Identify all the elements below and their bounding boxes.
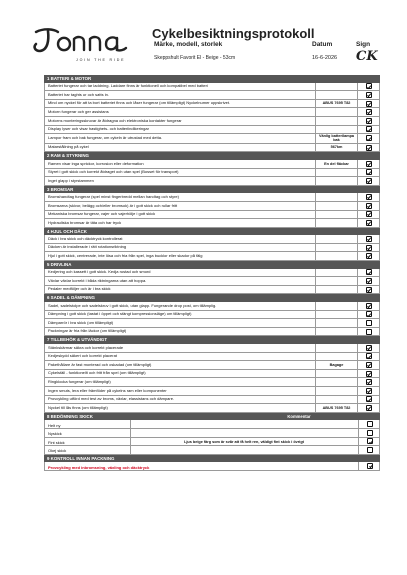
checklist-row	[44, 160, 380, 169]
checklist-item-text: Kedjeskydd säkert och korrekt placerat	[48, 354, 117, 359]
checkbox-cell	[357, 144, 379, 152]
checkbox-cell	[357, 193, 379, 201]
checkbox-cell	[357, 361, 379, 369]
checkbox-cell	[357, 396, 379, 404]
checklist-item-note	[315, 378, 357, 386]
checklist-item-text: Provcykling utförd med test av broms, växlar, elassistans och dämpare.	[48, 397, 175, 402]
checklist-item-text: Ramen visar inga sprickor, korrosion eller deformation	[48, 161, 144, 166]
checkbox[interactable]	[366, 345, 372, 351]
checklist-item-note: 567km	[315, 144, 357, 152]
checkbox-cell	[357, 277, 379, 285]
checklist-item-note	[315, 108, 357, 116]
checkbox[interactable]	[366, 245, 372, 251]
checklist-item-note	[315, 277, 357, 285]
checklist-row	[44, 169, 380, 178]
checklist-item-text: Display lyser och visar hastighets- och batteriindikeringar	[48, 127, 149, 132]
checklist-row	[44, 211, 380, 220]
checklist-item-text: Nyckel till lås finns (om tillämpligt)	[48, 405, 108, 410]
checklist-item-text: Motorns monteringsskruvar är åtdragna och elektroniska kontakter fungerar	[48, 118, 182, 123]
checklist-item-note	[315, 396, 357, 404]
signature: CK	[356, 49, 378, 64]
section-header: 6 SADEL & DÄMPNING	[44, 294, 380, 302]
checklist-row	[44, 396, 380, 405]
checklist-item-note	[315, 319, 357, 327]
section-header: 5 DRIVLINA	[44, 261, 380, 269]
checklist-item-text: Stänkskärmar säkra och korrekt placerade	[48, 345, 124, 350]
checklist-item-text: Packningar är fria från läckor (om tillämpligt)	[48, 329, 127, 334]
checklist-item-note	[315, 219, 357, 227]
checklist-item-note	[315, 117, 357, 125]
checklist-item-text: Bromshandtag fungerar (spel minst fingerbredd mellan handtag och styre)	[48, 194, 179, 199]
checklist-item-note: Bagage	[315, 361, 357, 369]
checkbox-cell	[357, 117, 379, 125]
checklist-row	[44, 404, 380, 413]
checklist-row	[44, 134, 380, 144]
checklist-row	[44, 100, 380, 109]
checklist-item-note	[315, 252, 357, 260]
checklist-item-text: Dämparrör i bra skick (om tillämpligt)	[48, 320, 114, 325]
checkbox[interactable]	[366, 169, 372, 175]
checklist-item-note	[315, 193, 357, 201]
checklist-item-text: Växlar växlar korrekt i båda riktningarna utan att hoppa.	[48, 278, 147, 283]
checklist-row	[44, 252, 380, 261]
inspection-checklist	[44, 75, 380, 471]
checkbox[interactable]	[366, 362, 372, 368]
checkbox-cell	[358, 429, 381, 437]
grading-option-label: Okej skick	[48, 448, 67, 454]
checkbox[interactable]	[366, 203, 372, 209]
checklist-item-note	[315, 169, 357, 177]
checkbox-cell	[357, 252, 379, 260]
checklist-row	[44, 108, 380, 117]
bike-spec-label: Märke, modell, storlek	[154, 41, 223, 48]
checkbox-cell	[357, 160, 379, 168]
checkbox[interactable]	[366, 236, 372, 242]
grading-row	[44, 438, 380, 447]
checklist-item-note	[315, 302, 357, 310]
section-title: 8 BEDÖMNING SKICK	[47, 413, 93, 419]
checklist-item-text: Bromsarna (skivor, belägg och/eller bromsok) är i gott skick och rullar fritt	[48, 203, 178, 208]
checklist-item-text: Hydrauliska bromsar är täta och har tryck	[48, 220, 122, 225]
section-header: 1 BATTERI & MOTOR	[44, 75, 380, 83]
checklist-row	[44, 83, 380, 92]
checklist-row	[44, 269, 380, 278]
section-header: 3 BROMSAR	[44, 186, 380, 194]
packing-row	[44, 462, 380, 471]
checklist-row	[44, 219, 380, 228]
checklist-row	[44, 344, 380, 353]
checklist-row	[44, 91, 380, 100]
checklist-row	[44, 286, 380, 295]
checkbox-cell	[357, 244, 379, 252]
checklist-item-note	[315, 211, 357, 219]
checkbox[interactable]	[366, 161, 372, 167]
checkbox-cell	[357, 370, 379, 378]
checkbox[interactable]	[366, 109, 372, 115]
column-divider	[130, 420, 131, 428]
grading-row	[44, 446, 380, 455]
checkbox[interactable]	[366, 278, 372, 284]
document-header	[0, 0, 407, 70]
checklist-item-note	[315, 177, 357, 185]
checkbox-cell	[357, 219, 379, 227]
column-divider	[130, 429, 131, 437]
checklist-item-note	[315, 244, 357, 252]
checklist-item-text: Matarstållning på cykel	[48, 145, 89, 150]
checklist-item-text: Motorn fungerar och ger assistans	[48, 109, 109, 114]
checkbox-cell	[357, 202, 379, 210]
checkbox[interactable]	[366, 83, 372, 89]
checkbox[interactable]	[366, 135, 372, 141]
checklist-item-text: Pakethållare är fast monterad och oskadad (om tillämpligt)	[48, 362, 152, 367]
checklist-item-text: Dämpning i gott skick (tastat i öppet och stängt kompressionsläge) om tillämpligt)	[48, 312, 192, 317]
checkbox[interactable]	[366, 101, 372, 107]
checkbox[interactable]	[366, 320, 372, 326]
checkbox-cell	[357, 169, 379, 177]
checklist-row	[44, 244, 380, 253]
section-header: 2 RAM & STYRNING	[44, 152, 380, 160]
checkbox-cell	[357, 344, 379, 352]
checkbox-cell	[357, 404, 379, 412]
checkbox[interactable]	[366, 353, 372, 359]
checkbox[interactable]	[366, 145, 372, 151]
date-label: Datum	[312, 41, 333, 48]
checkbox-cell	[357, 387, 379, 395]
grading-option-label: Helt ny	[48, 422, 61, 428]
checklist-row	[44, 202, 380, 211]
checkbox-cell	[357, 378, 379, 386]
checklist-item-text: Mind om nyckel för att ta bort batteriet finns och låser fungerar (om tillämpligt) Nyckelnumer uppskrivet.	[48, 101, 231, 106]
checklist-item-note	[315, 387, 357, 395]
grading-row	[44, 420, 380, 429]
comment-header: Kommentar	[287, 413, 311, 419]
column-divider	[130, 438, 131, 446]
checkbox[interactable]	[366, 118, 372, 124]
checklist-row	[44, 387, 380, 396]
checkbox-cell	[357, 126, 379, 134]
logo-wordmark-icon	[30, 24, 140, 58]
checkbox[interactable]	[366, 269, 372, 275]
checklist-row	[44, 361, 380, 370]
checkbox[interactable]	[366, 388, 372, 394]
checkbox[interactable]	[366, 303, 372, 309]
checkbox[interactable]	[366, 287, 372, 293]
checkbox[interactable]	[367, 421, 373, 427]
checklist-item-note: En del fläckar	[315, 160, 357, 168]
checklist-item-note	[315, 202, 357, 210]
checklist-item-note	[315, 91, 357, 99]
checklist-item-text: Mekaniska bromsar fungerar, vajer och vajerhölje i gott skick	[48, 212, 156, 217]
checkbox[interactable]	[366, 405, 372, 411]
checklist-item-note	[315, 344, 357, 352]
checkbox-cell	[357, 91, 379, 99]
checklist-item-note	[315, 83, 357, 91]
checkbox-cell	[358, 446, 381, 454]
checkbox-cell	[357, 134, 379, 143]
checklist-item-note	[315, 126, 357, 134]
checkbox-cell	[358, 420, 381, 428]
section-header: 9 KONTROLL INNAN PACKNING	[44, 455, 380, 463]
document-title: Cykelbesiktningsprotokoll	[152, 26, 315, 41]
checkbox[interactable]	[366, 371, 372, 377]
checkbox-cell	[357, 100, 379, 108]
checklist-item-text: Cykelställ - funktionellt och fritt från spel (om tillämpligt)	[48, 371, 146, 376]
checkbox-cell	[357, 211, 379, 219]
checklist-row	[44, 370, 380, 379]
checklist-item-note	[315, 311, 357, 319]
checkbox[interactable]	[367, 463, 373, 469]
checkbox[interactable]	[366, 178, 372, 184]
checklist-row	[44, 193, 380, 202]
checkbox-cell	[357, 177, 379, 185]
grading-option-label: Nyskick	[48, 431, 62, 437]
checklist-item-text: Hjul i gott skick, centrerade, inte lösa och fria från spel, inga bucklor eller skador på fälg	[48, 254, 203, 259]
checkbox[interactable]	[366, 220, 372, 226]
grading-comment: Ljus beige färg som är svår att få helt ren, väldigt fint skick i övrigt	[184, 439, 304, 444]
checklist-item-text: Däck i bra skick och däcktryck kontrollerat	[48, 236, 123, 241]
bike-spec-value: Skeppshult Favorit El - Beige - 53cm	[154, 55, 236, 61]
checkbox-cell	[357, 328, 379, 336]
checklist-row	[44, 311, 380, 320]
checkbox-cell	[357, 269, 379, 277]
checklist-row	[44, 277, 380, 286]
checkbox-cell	[357, 319, 379, 327]
packing-warning-text: Provcykling med inbromsning, växling och däcktryck	[48, 464, 150, 470]
checkbox-cell	[357, 108, 379, 116]
section-header: 4 HJUL OCH DÄCK	[44, 228, 380, 236]
checkbox[interactable]	[367, 438, 373, 444]
brand-logo	[30, 24, 140, 64]
checklist-item-note: Vänlig batterilampa bak	[315, 134, 357, 143]
checkbox[interactable]	[366, 126, 372, 132]
checkbox[interactable]	[366, 329, 372, 335]
checkbox[interactable]	[366, 311, 372, 317]
checklist-item-note	[315, 286, 357, 294]
grading-row	[44, 429, 380, 438]
sign-label: Sign	[356, 41, 371, 48]
checkbox-cell	[357, 83, 379, 91]
checklist-item-text: Inget glapp i styrstammen	[48, 178, 94, 183]
checklist-item-note	[315, 269, 357, 277]
checklist-row	[44, 378, 380, 387]
checklist-row	[44, 302, 380, 311]
checkbox-cell	[358, 438, 381, 446]
checkbox-cell	[357, 302, 379, 310]
checkbox-cell	[357, 353, 379, 361]
checklist-item-text: Lampor fram och bak fungerar, om cykeln är utrustad med detta.	[48, 136, 163, 141]
checklist-item-text: Ingen smuts, lera eller främföder på cykelns ram eller komponenter	[48, 388, 167, 393]
checkbox[interactable]	[366, 253, 372, 259]
checkbox-cell	[357, 286, 379, 294]
checklist-item-note: ABUS 7695 T82	[315, 100, 357, 108]
checklist-row	[44, 126, 380, 135]
checklist-row	[44, 177, 380, 186]
grading-option-label: Fint skick	[48, 439, 65, 445]
checklist-row	[44, 144, 380, 153]
checklist-item-text: Sadel, sadelstolpe och sadelskruv i gott skick, utan glapp. Fungerande drop post, om tillämplig.	[48, 303, 217, 308]
checklist-item-note: ABUS 7695 T82	[315, 404, 357, 412]
column-divider	[130, 446, 131, 454]
checkbox[interactable]	[366, 396, 372, 402]
checklist-item-text: Ringklocka fungerar (om tillämpligt)	[48, 379, 111, 384]
checkbox[interactable]	[366, 211, 372, 217]
section-header	[44, 413, 380, 421]
checkbox-cell	[357, 311, 379, 319]
checklist-item-note	[315, 235, 357, 243]
checklist-row	[44, 353, 380, 362]
logo-tagline: JOIN THE RIDE	[76, 58, 126, 62]
checkbox[interactable]	[366, 92, 372, 98]
checklist-item-text: Kedjering och kassett i gott skick. Kedja rustad och smord	[48, 270, 151, 275]
checkbox[interactable]	[366, 379, 372, 385]
section-header: 7 TILLBEHÖR & UTVÄNDIGT	[44, 336, 380, 344]
checklist-item-text: Däcken är installerade i rätt rotationsriktning	[48, 245, 127, 250]
checklist-item-note	[315, 328, 357, 336]
checklist-item-text: Batteriet har taghts ur och satts in.	[48, 92, 109, 97]
checklist-item-note	[315, 353, 357, 361]
date-value: 16-6-2026	[312, 55, 338, 61]
checklist-row	[44, 328, 380, 337]
checklist-row	[44, 117, 380, 126]
checkbox-cell	[358, 462, 381, 470]
checkbox[interactable]	[367, 430, 373, 436]
checkbox[interactable]	[367, 447, 373, 453]
checkbox[interactable]	[366, 194, 372, 200]
checklist-row	[44, 235, 380, 244]
checklist-row	[44, 319, 380, 328]
checklist-item-note	[315, 370, 357, 378]
checklist-item-text: Pedaler medföljer och är i bra skick	[48, 287, 111, 292]
checklist-item-text: Styret i gott skick och korrekt åtdraget och utan spel (Bosset för transport)	[48, 170, 179, 175]
checklist-item-text: Batteriet fungerar och tar laddning. Laddare finns är funktionell och kompatibel med batteri	[48, 84, 208, 89]
checkbox-cell	[357, 235, 379, 243]
